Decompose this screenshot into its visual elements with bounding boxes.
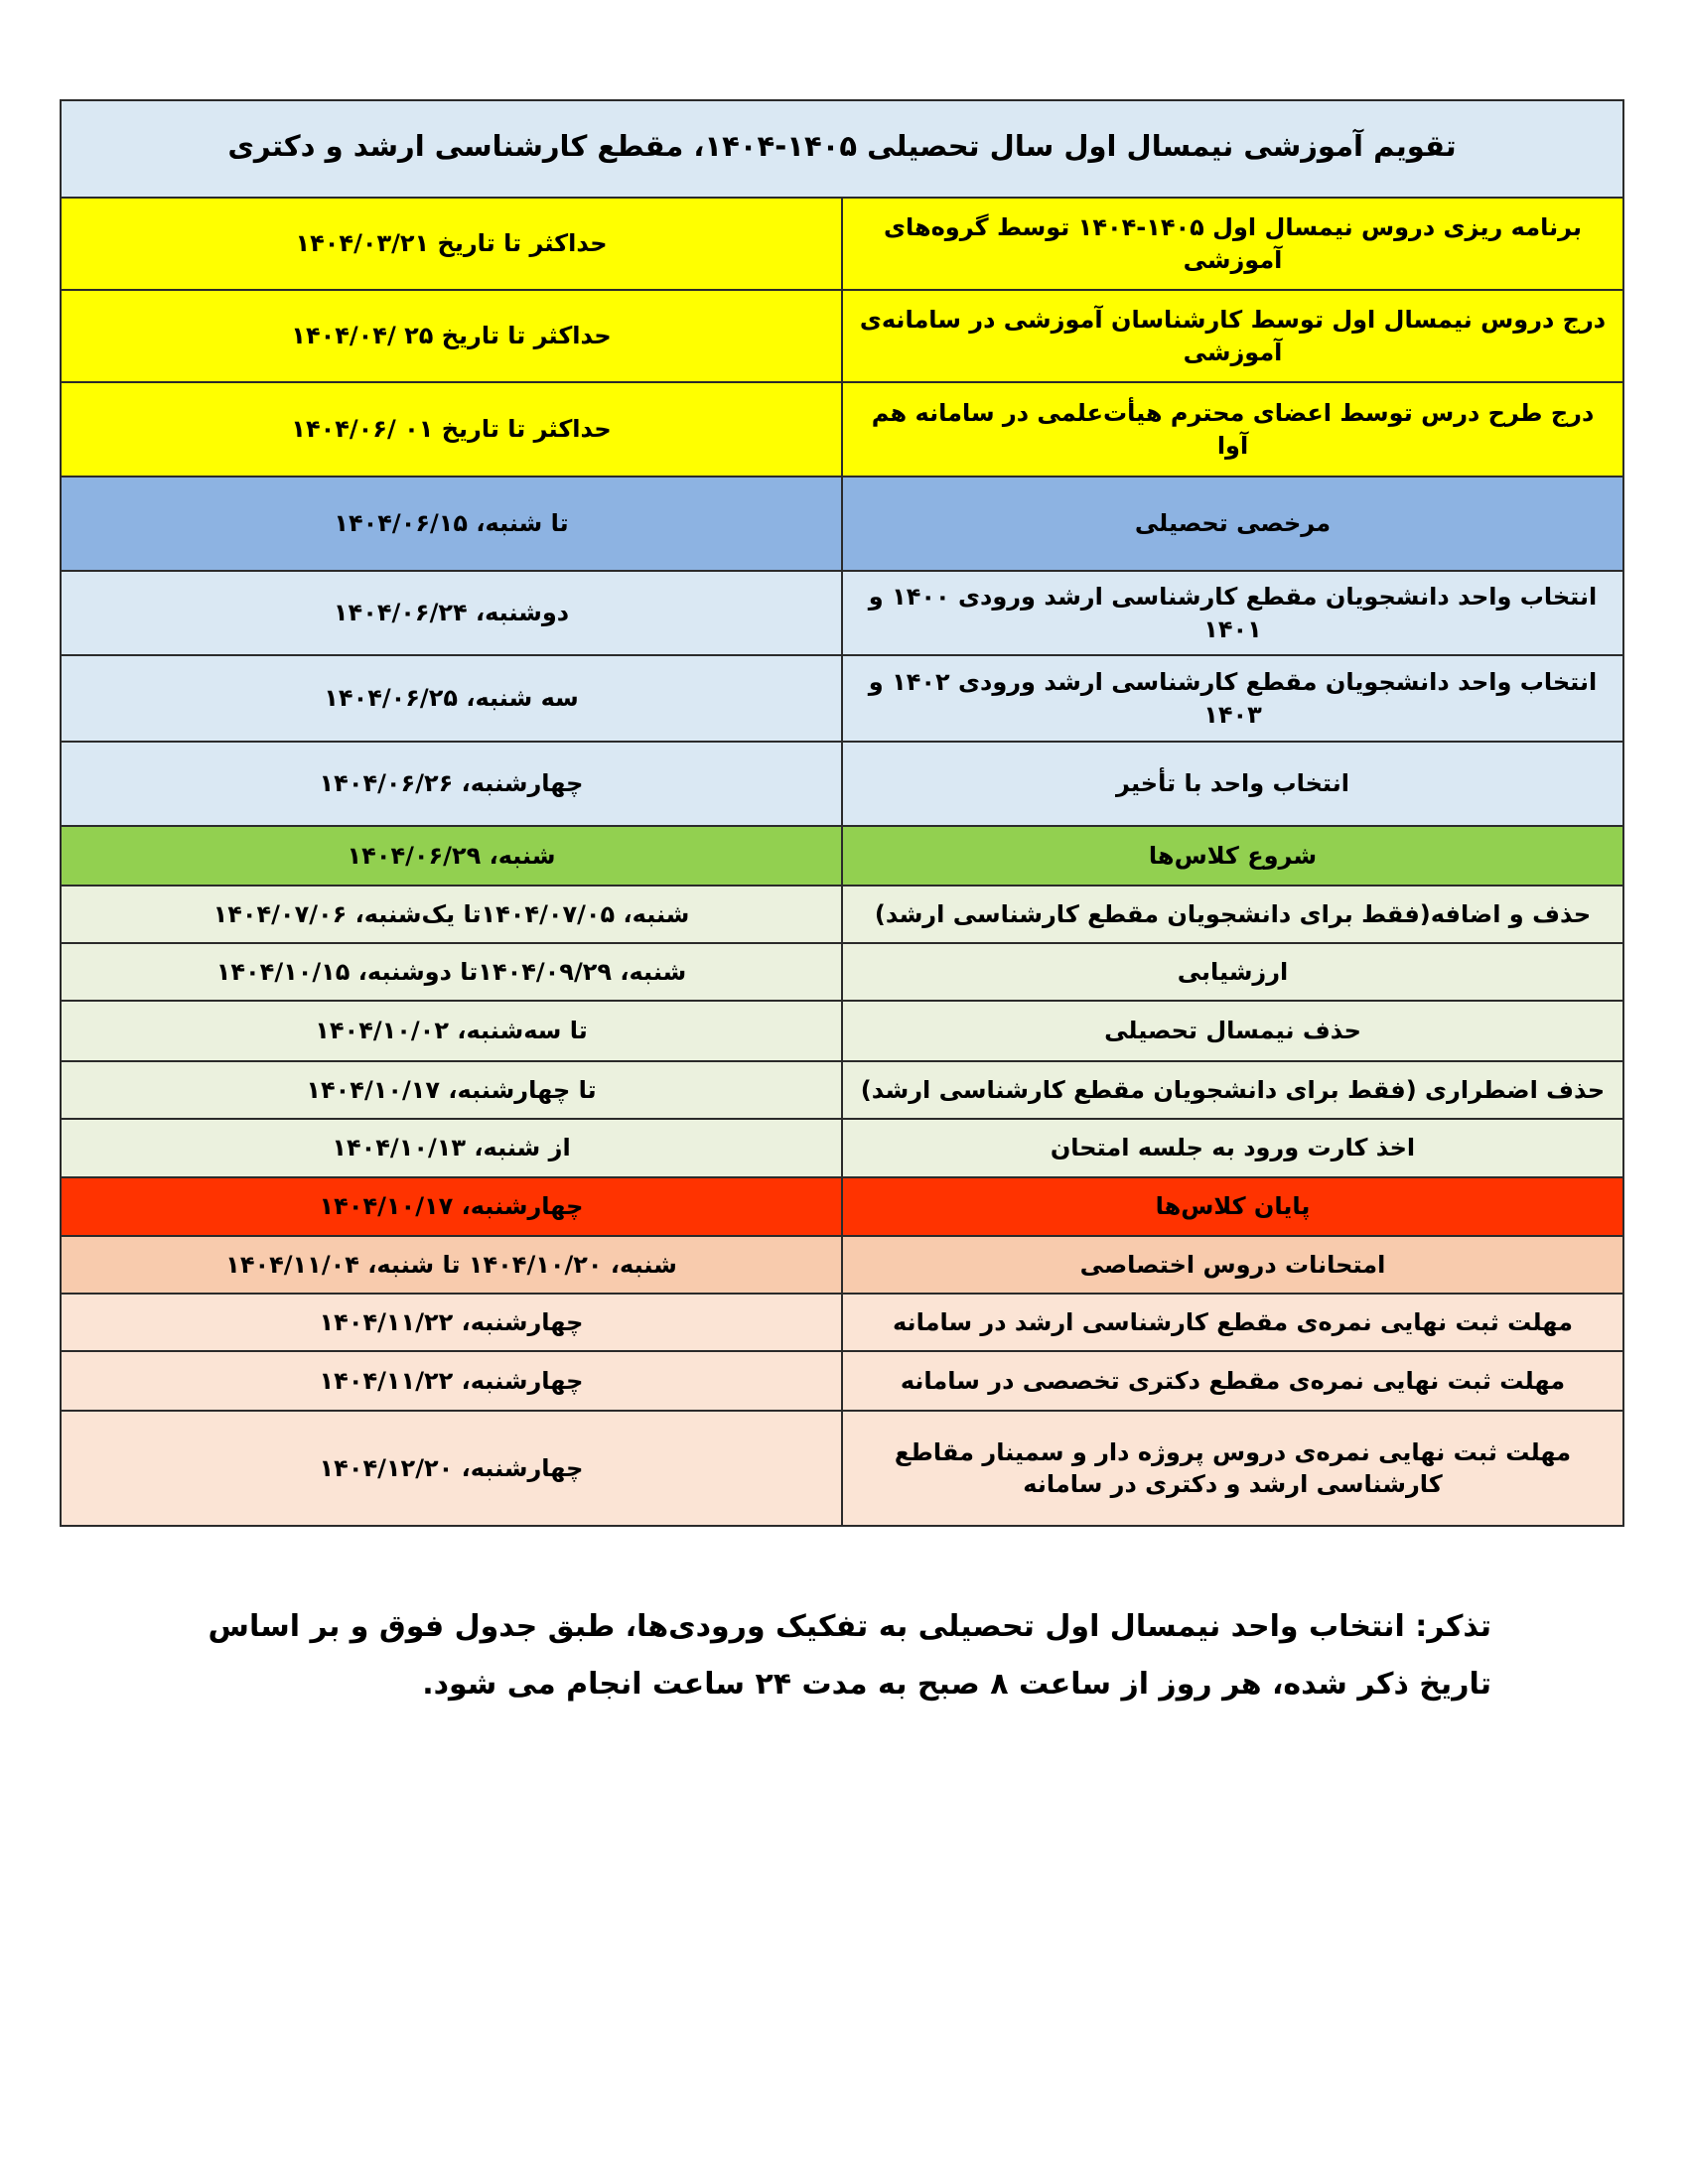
date-cell: حداکثر تا تاریخ ۲۵ /۱۴۰۴/۰۴ [61,290,842,382]
activity-cell: مهلت ثبت نهایی نمره‌ی دروس پروژه دار و سمینار مقاطع کارشناسی ارشد و دکتری در سامانه [842,1411,1623,1526]
date-cell: تا چهارشنبه، ۱۴۰۴/۱۰/۱۷ [61,1061,842,1119]
calendar-row [61,382,1623,477]
activity-cell: حذف و اضافه(فقط برای دانشجویان مقطع کارشناسی ارشد) [842,886,1623,943]
date-cell: شنبه، ۱۴۰۴/۰۹/۲۹تا دوشنبه، ۱۴۰۴/۱۰/۱۵ [61,943,842,1001]
calendar-row [61,477,1623,571]
date-cell: از شنبه، ۱۴۰۴/۱۰/۱۳ [61,1119,842,1177]
date-cell: چهارشنبه، ۱۴۰۴/۱۱/۲۲ [61,1351,842,1411]
activity-cell: اخذ کارت ورود به جلسه امتحان [842,1119,1623,1177]
activity-cell: انتخاب واحد دانشجویان مقطع کارشناسی ارشد ورودی ۱۴۰۲ و ۱۴۰۳ [842,655,1623,742]
note-label: تذکر: [1415,1609,1491,1644]
calendar-row [61,198,1623,290]
activity-cell: برنامه ریزی دروس نیمسال اول ۱۴۰۵-۱۴۰۴ توسط گروه‌های آموزشی [842,198,1623,290]
activity-cell: مهلت ثبت نهایی نمره‌ی مقطع کارشناسی ارشد در سامانه [842,1294,1623,1351]
academic-calendar-table [60,99,1624,1527]
note-paragraph [201,1598,1491,1713]
date-cell: شنبه، ۱۴۰۴/۰۷/۰۵تا یک‌شنبه، ۱۴۰۴/۰۷/۰۶ [61,886,842,943]
activity-cell: مرخصی تحصیلی [842,477,1623,571]
activity-cell: امتحانات دروس اختصاصی [842,1236,1623,1294]
activity-cell: پایان کلاس‌ها [842,1177,1623,1236]
calendar-row [61,1351,1623,1411]
date-cell: دوشنبه، ۱۴۰۴/۰۶/۲۴ [61,571,842,655]
date-cell: چهارشنبه، ۱۴۰۴/۱۱/۲۲ [61,1294,842,1351]
activity-cell: ارزشیابی [842,943,1623,1001]
calendar-row [61,655,1623,742]
calendar-row [61,1061,1623,1119]
calendar-row [61,1294,1623,1351]
activity-cell: درج طرح درس توسط اعضای محترم هیأت‌علمی در سامانه هم آوا [842,382,1623,477]
calendar-row [61,571,1623,655]
activity-cell: انتخاب واحد با تأخیر [842,742,1623,826]
date-cell: حداکثر تا تاریخ ۰۱ /۱۴۰۴/۰۶ [61,382,842,477]
calendar-row [61,1177,1623,1236]
date-cell: چهارشنبه، ۱۴۰۴/۰۶/۲۶ [61,742,842,826]
date-cell: سه شنبه، ۱۴۰۴/۰۶/۲۵ [61,655,842,742]
activity-cell: انتخاب واحد دانشجویان مقطع کارشناسی ارشد ورودی ۱۴۰۰ و ۱۴۰۱ [842,571,1623,655]
date-cell: شنبه، ۱۴۰۴/۱۰/۲۰ تا شنبه، ۱۴۰۴/۱۱/۰۴ [61,1236,842,1294]
calendar-row [61,1411,1623,1526]
calendar-row [61,886,1623,943]
date-cell: چهارشنبه، ۱۴۰۴/۱۲/۲۰ [61,1411,842,1526]
activity-cell: درج دروس نیمسال اول توسط کارشناسان آموزشی در سامانه‌ی آموزشی [842,290,1623,382]
title-row [61,100,1623,198]
date-cell: تا شنبه، ۱۴۰۴/۰۶/۱۵ [61,477,842,571]
calendar-row [61,826,1623,886]
calendar-row [61,1001,1623,1061]
calendar-title: تقویم آموزشی نیمسال اول سال تحصیلی ۱۴۰۵-۱۴۰۴، مقطع کارشناسی ارشد و دکتری [61,100,1623,198]
calendar-row [61,1236,1623,1294]
calendar-row [61,1119,1623,1177]
date-cell: چهارشنبه، ۱۴۰۴/۱۰/۱۷ [61,1177,842,1236]
note-text: انتخاب واحد نیمسال اول تحصیلی به تفکیک ورودی‌ها، طبق جدول فوق و بر اساس تاریخ ذکر شده، هر روز از ساعت ۸ صبح به مدت ۲۴ ساعت انجام می شود. [208,1609,1491,1702]
date-cell: حداکثر تا تاریخ ۱۴۰۴/۰۳/۲۱ [61,198,842,290]
activity-cell: حذف اضطراری (فقط برای دانشجویان مقطع کارشناسی ارشد) [842,1061,1623,1119]
date-cell: شنبه، ۱۴۰۴/۰۶/۲۹ [61,826,842,886]
activity-cell: مهلت ثبت نهایی نمره‌ی مقطع دکتری تخصصی در سامانه [842,1351,1623,1411]
calendar-row [61,290,1623,382]
activity-cell: حذف نیمسال تحصیلی [842,1001,1623,1061]
date-cell: تا سه‌شنبه، ۱۴۰۴/۱۰/۰۲ [61,1001,842,1061]
calendar-row [61,943,1623,1001]
calendar-row [61,742,1623,826]
activity-cell: شروع کلاس‌ها [842,826,1623,886]
